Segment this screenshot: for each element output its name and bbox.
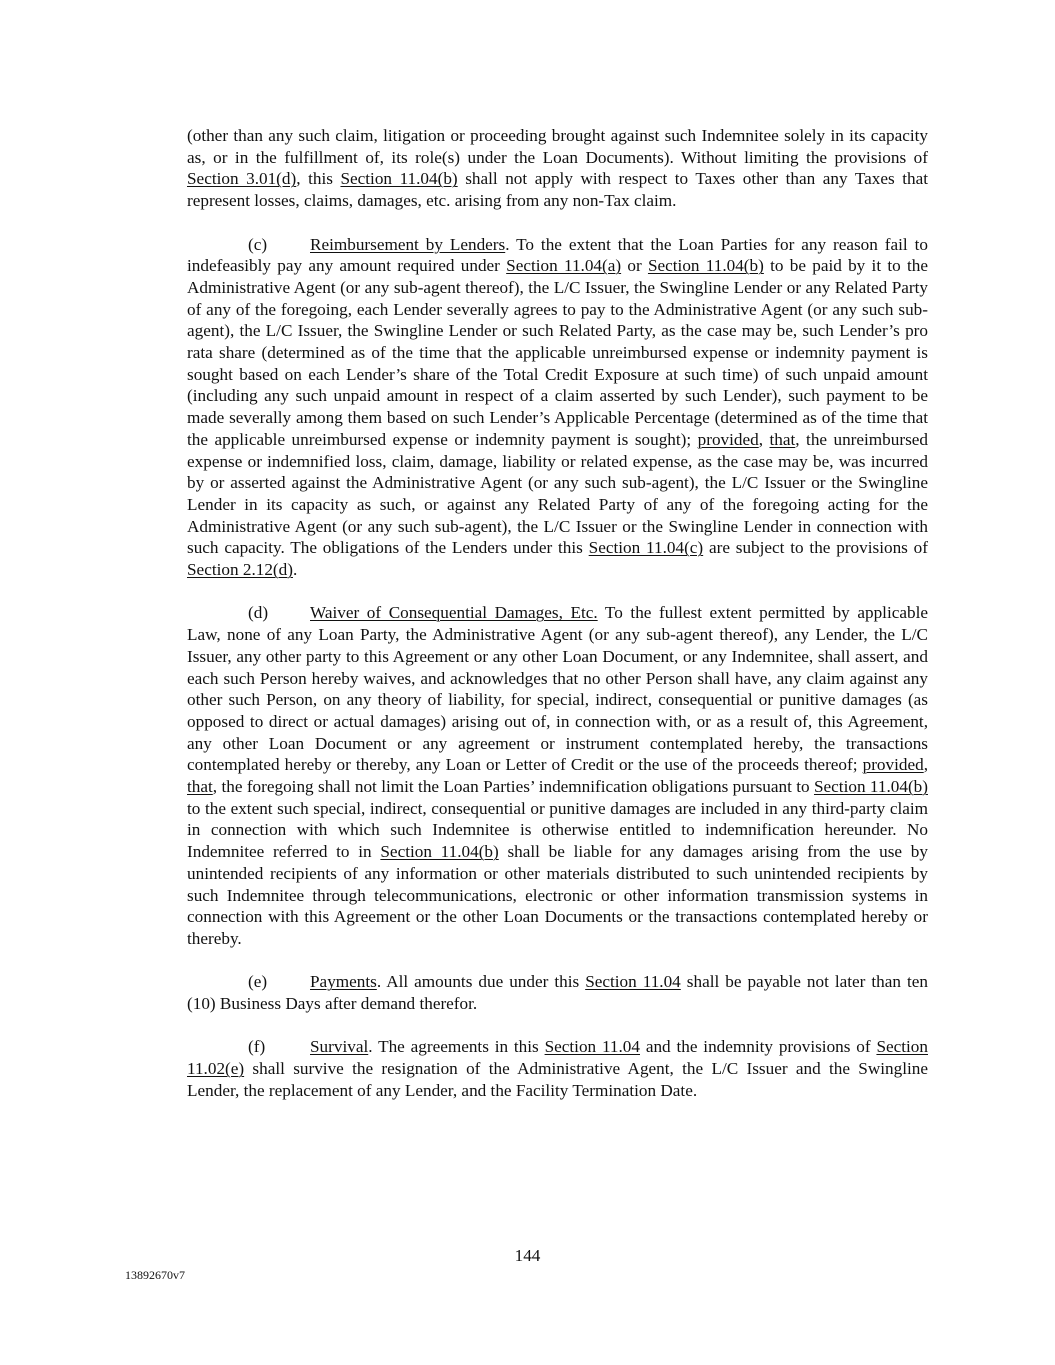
underlined-reference: Section 11.04	[544, 1037, 640, 1057]
text-segment: (other than any such claim, litigation or proceeding brought against such Indemnitee solely in its capacity as, or in the fulfillment of, its role(s) under the Loan Documents). Without limiting the provisions of	[187, 126, 928, 167]
text-segment: ,	[758, 429, 770, 449]
underlined-reference: Waiver of Consequential Damages, Etc.	[310, 603, 598, 623]
text-segment: . To the extent that the Loan Parties for any reason fail to indefeasibly pay any amount required under	[187, 234, 928, 276]
underlined-reference: Section 11.04(a)	[506, 256, 622, 276]
paragraph-c	[187, 234, 928, 581]
text-segment: ,	[923, 755, 928, 775]
underlined-reference: Section 3.01(d)	[187, 169, 297, 189]
underlined-reference: Section 11.04(b)	[380, 842, 499, 862]
text-segment: , the foregoing shall not limit the Loan Parties’ indemnification obligations pursuant to	[212, 777, 814, 797]
underlined-reference: that	[769, 429, 796, 449]
paragraph-e	[187, 971, 928, 1014]
text-segment: . The agreements in this	[368, 1037, 545, 1057]
text-segment: to the extent such special, indirect, consequential or punitive damages are included in any third-party claim in connection with which such Indemnitee is otherwise entitled to indemnification hereunder. No Indemnitee referred to in	[187, 798, 928, 862]
paragraph-marker: (d)	[248, 603, 269, 623]
text-segment: to be paid by it to the Administrative Agent (or any sub-agent thereof), the L/C Issuer, the Swingline Lender or any Related Party of any of the foregoing, each Lender severally agrees to pay to the Administrative Agent (or any such sub-agent), the L/C Issuer, the Swingline Lender or such Related Party, as the case may be, such Lender’s pro rata share (determined as of the time that the applicable unreimbursed expense or indemnity payment is sought based on each Lender’s share of the Total Credit Exposure at such time) of such unpaid amount (including any such unpaid amount in respect of a claim asserted by such Lender), such payment to be made severally among them based on such Lender’s Applicable Percentage (determined as of the time that the applicable unreimbursed expense or indemnity payment is sought);	[187, 256, 928, 449]
underlined-reference: Section 11.04(b)	[340, 169, 458, 189]
underlined-reference: Section 11.02(e)	[187, 1037, 928, 1079]
underlined-reference: Section 2.12(d)	[187, 560, 293, 580]
underlined-reference: provided	[862, 755, 924, 775]
underlined-reference: that	[187, 777, 213, 797]
paragraph-marker: (c)	[248, 234, 268, 254]
text-segment: , the unreimbursed expense or indemnified loss, claim, damage, liability or related expense, as the case may be, was incurred by or asserted against the Administrative Agent (or any such sub-agent), the L/C Issuer or the Swingline Lender in its capacity as such, or against any Related Party of any of the foregoing acting for the Administrative Agent (or any such sub-agent), the L/C Issuer or the Swingline Lender in connection with such capacity. The obligations of the Lenders under this	[187, 429, 929, 558]
text-segment: To the fullest extent permitted by applicable Law, none of any Loan Party, the Administrative Agent (or any sub-agent thereof), any Lender, the L/C Issuer, any other party to this Agreement or any other Loan Document, or any Indemnitee, shall assert, and each such Person hereby waives, and acknowledges that no other Person shall have, any claim against any other such Person, on any theory of liability, for special, indirect, consequential or punitive damages (as opposed to direct or actual damages) arising out of, in connection with, or as a result of, this Agreement, any other Loan Document or any agreement or instrument contemplated hereby, the transactions contemplated hereby or thereby, any Loan or Letter of Credit or the use of the proceeds thereof;	[187, 603, 928, 775]
text-segment: shall survive the resignation of the Administrative Agent, the L/C Issuer and the Swingline Lender, the replacement of any Lender, and the Facility Termination Date.	[187, 1059, 928, 1100]
text-segment: shall be liable for any damages arising from the use by unintended recipients of any information or other materials distributed to such unintended recipients by such Indemnitee through telecommunications, electronic or other information transmission systems in connection with this Agreement or the other Loan Documents or the transactions contemplated hereby or thereby.	[187, 842, 928, 948]
text-segment: , this	[296, 169, 341, 189]
text-segment: . All amounts due under this	[376, 972, 586, 992]
underlined-reference: Survival	[310, 1037, 369, 1057]
text-segment: shall not apply with respect to Taxes other than any Taxes that represent losses, claims, damages, etc. arising from any non-Tax claim.	[187, 169, 928, 211]
document-id: 13892670v7	[125, 1268, 185, 1282]
underlined-reference: Section 11.04(b)	[813, 777, 928, 797]
underlined-reference: Payments	[310, 972, 377, 992]
paragraph-marker: (f)	[248, 1037, 266, 1057]
text-segment: shall be payable not later than ten (10) Business Days after demand therefor.	[187, 972, 928, 1014]
underlined-reference: Section 11.04(b)	[647, 256, 764, 276]
paragraph-marker: (e)	[248, 972, 268, 992]
text-segment: and the indemnity provisions of	[640, 1037, 877, 1057]
paragraph-f	[187, 1036, 928, 1101]
paragraph-d	[187, 602, 928, 949]
underlined-reference: Reimbursement by Lenders	[310, 234, 506, 254]
underlined-reference: provided	[697, 429, 759, 449]
text-segment: or	[621, 256, 648, 276]
paragraph-b-cont	[187, 125, 928, 212]
underlined-reference: Section 11.04(c)	[588, 538, 704, 558]
document-body	[187, 125, 928, 1123]
text-segment: .	[292, 560, 298, 580]
text-segment: are subject to the provisions of	[703, 538, 928, 558]
underlined-reference: Section 11.04	[585, 972, 681, 992]
page-number: 144	[514, 1246, 541, 1265]
